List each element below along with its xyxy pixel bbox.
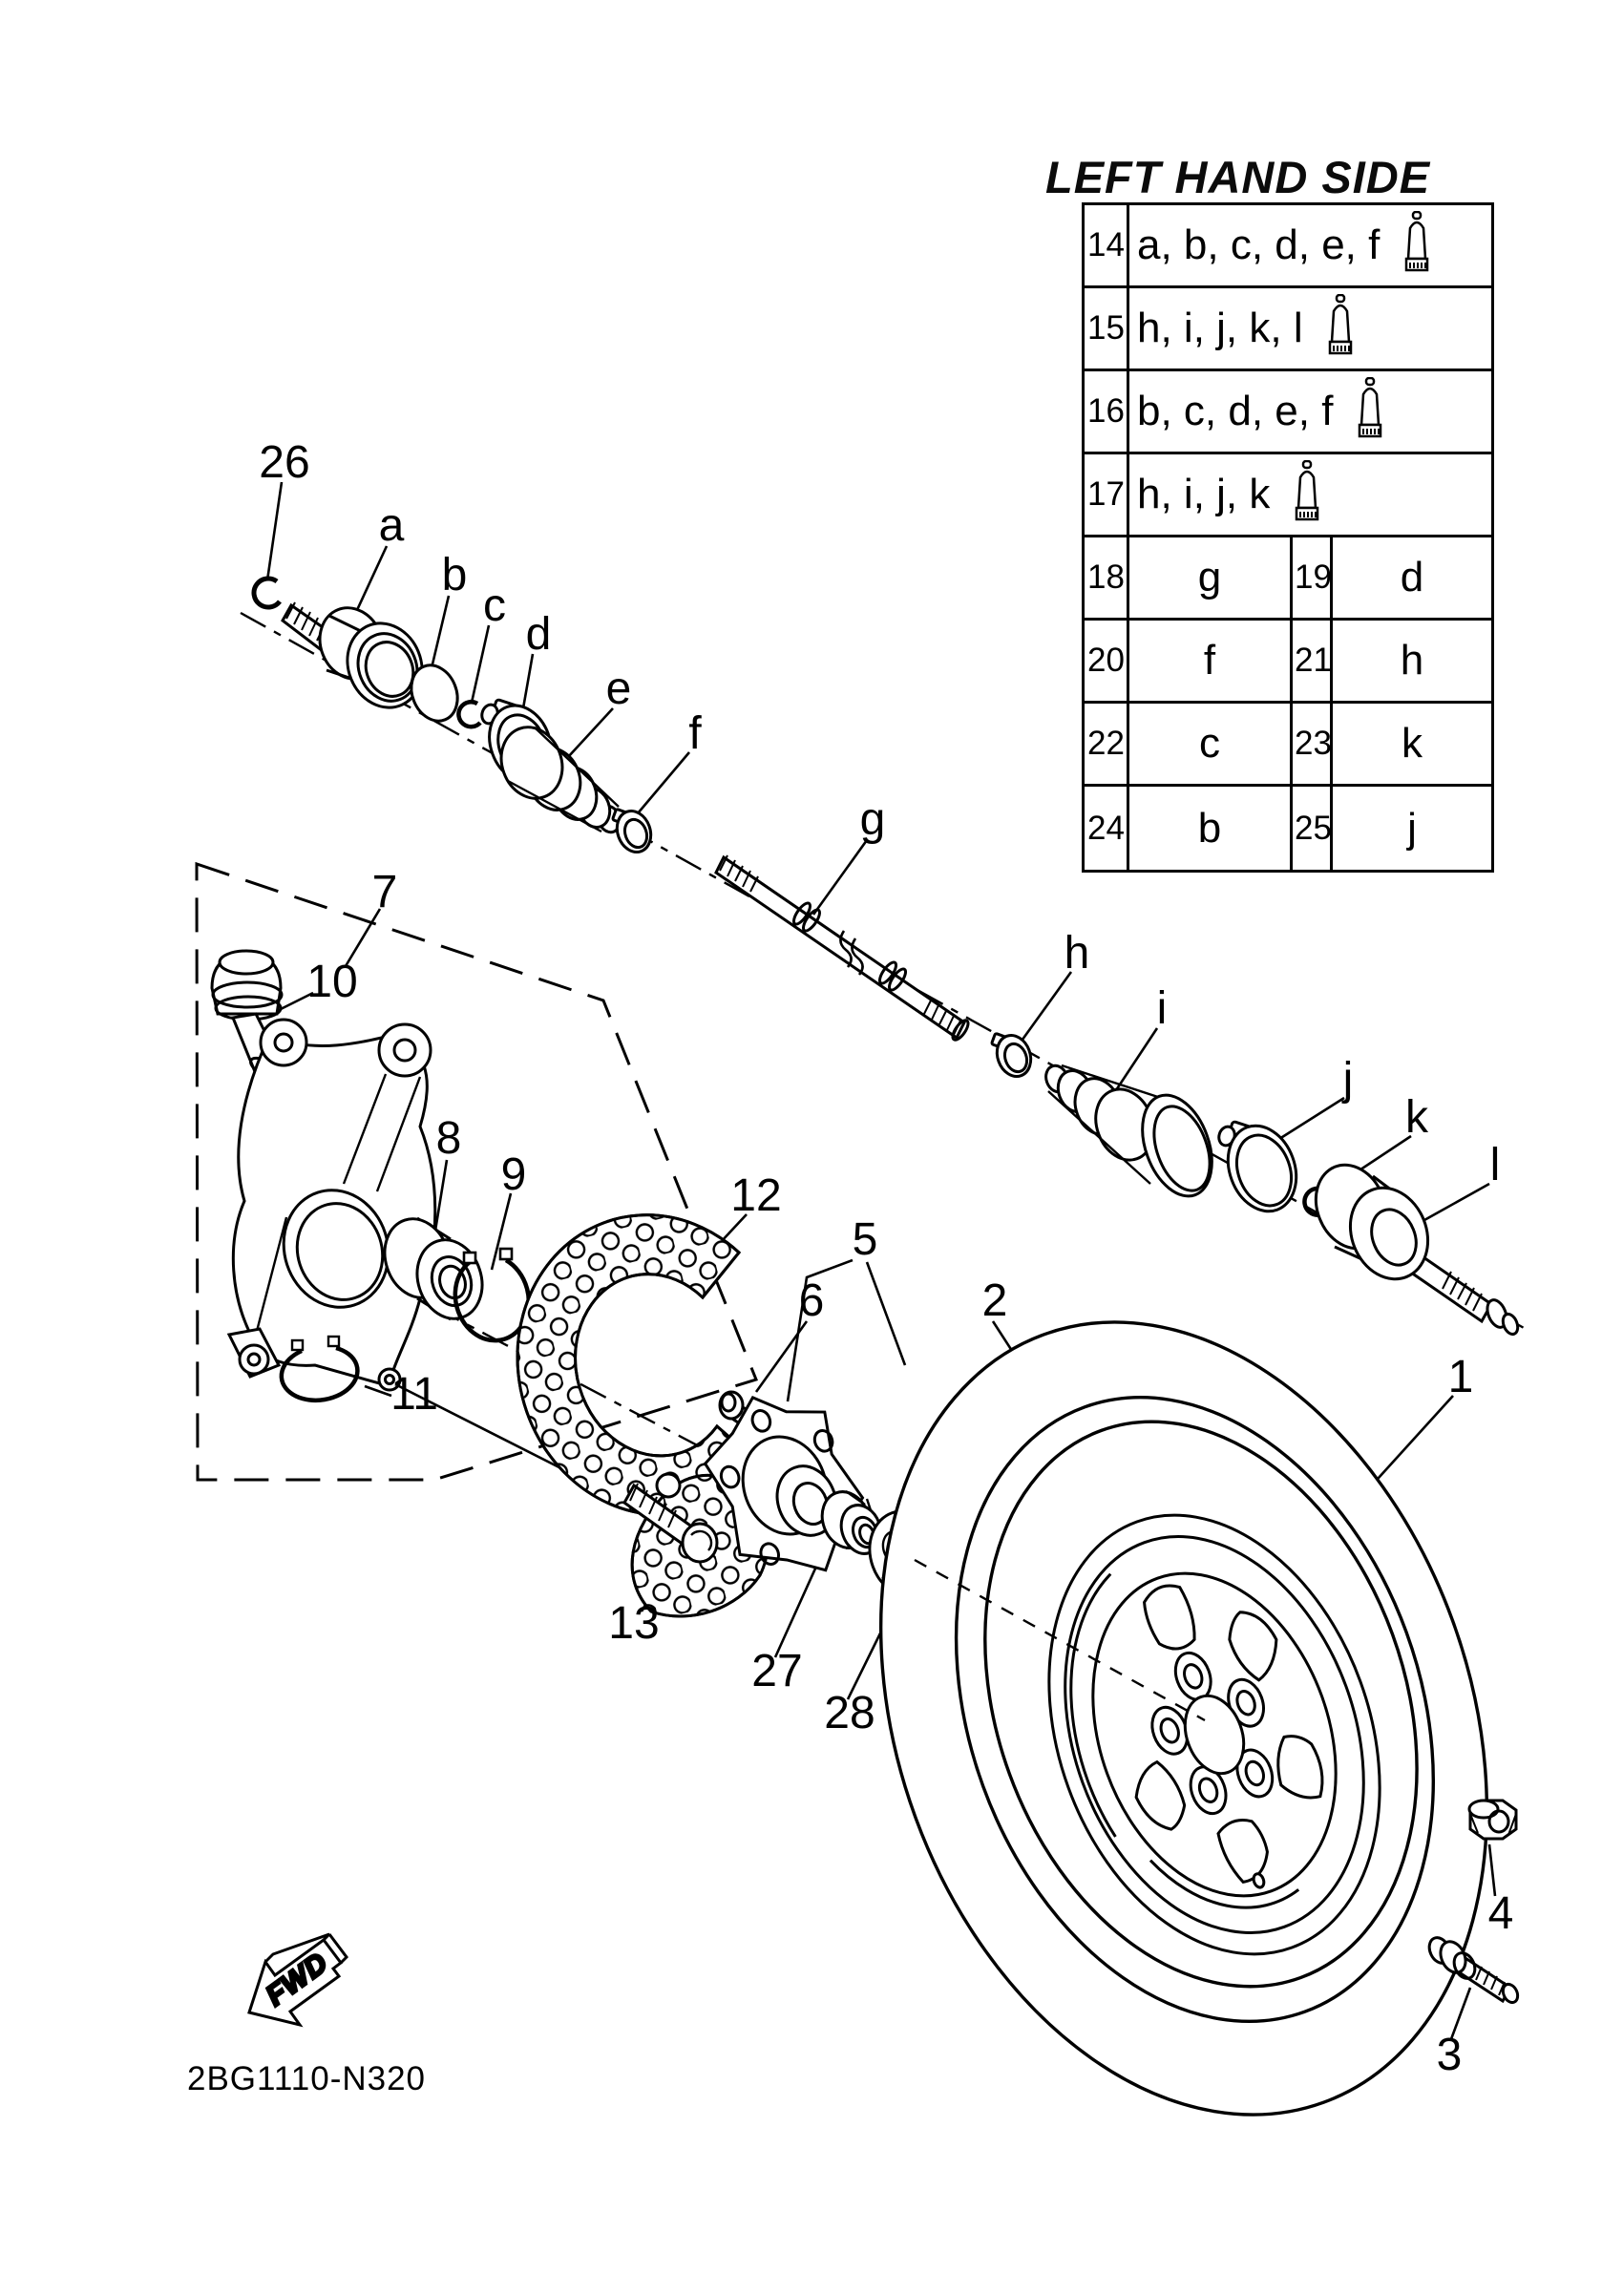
row-number: 15	[1085, 288, 1129, 369]
label-b: b	[441, 550, 468, 600]
label-6: 6	[798, 1275, 825, 1326]
row-number: 16	[1085, 371, 1129, 452]
row-value: h	[1400, 637, 1424, 684]
label-8: 8	[435, 1113, 462, 1164]
label-e: e	[605, 664, 632, 714]
fwd-arrow-icon	[249, 1934, 347, 2025]
row-value: j	[1407, 804, 1417, 852]
fwd-arrow-label: FWD	[260, 1947, 334, 2012]
part-cv-boot-i	[1043, 1063, 1225, 1206]
label-f: f	[688, 708, 702, 759]
part-circlip-c	[458, 702, 480, 727]
label-10: 10	[306, 957, 358, 1007]
label-l: l	[1489, 1140, 1501, 1190]
part-cv-joint-a	[283, 599, 434, 719]
row-value: g	[1197, 554, 1222, 600]
drawing-number: 2BG1110-N320	[187, 2060, 427, 2097]
label-j: j	[1342, 1054, 1354, 1105]
label-7: 7	[371, 867, 398, 917]
row-number: 18	[1085, 537, 1129, 618]
label-k: k	[1405, 1092, 1428, 1143]
part-cv-joint-l	[1304, 1154, 1521, 1337]
part-axle-shaft-g	[716, 855, 971, 1043]
label-28: 28	[824, 1688, 875, 1738]
label-a: a	[378, 500, 405, 551]
row-value: d	[1400, 554, 1424, 600]
label-9: 9	[500, 1149, 527, 1200]
row-number: 19	[1290, 537, 1333, 618]
row-number: 25	[1290, 787, 1333, 870]
row-number: 14	[1085, 205, 1129, 285]
label-13: 13	[608, 1598, 660, 1649]
row-value: f	[1203, 637, 1216, 684]
row-value: b	[1197, 804, 1222, 852]
part-wheel-nut-4	[1469, 1801, 1516, 1839]
label-12: 12	[730, 1170, 782, 1221]
part-snap-ring-26	[254, 579, 280, 607]
part-boot-band-h	[991, 1031, 1036, 1082]
label-i: i	[1156, 983, 1168, 1034]
label-2: 2	[981, 1275, 1008, 1326]
label-27: 27	[751, 1646, 803, 1696]
label-26: 26	[259, 437, 310, 488]
part-boot-band-f	[612, 807, 657, 857]
row-number: 17	[1085, 454, 1129, 535]
row-letters: b, c, d, e, f	[1137, 388, 1334, 434]
label-c: c	[483, 580, 506, 631]
row-number: 21	[1290, 621, 1333, 701]
label-4: 4	[1487, 1888, 1514, 1939]
row-value: k	[1402, 720, 1423, 767]
row-number: 20	[1085, 621, 1129, 701]
part-boot-band-j	[1216, 1116, 1307, 1221]
label-11: 11	[390, 1369, 438, 1420]
label-h: h	[1064, 928, 1090, 979]
row-letters: h, i, j, k, l	[1137, 305, 1303, 351]
row-number: 23	[1290, 704, 1333, 784]
row-value: c	[1199, 720, 1220, 767]
page-title: LEFT HAND SIDE	[1045, 152, 1431, 202]
label-d: d	[525, 609, 552, 660]
label-g: g	[859, 794, 886, 845]
label-1: 1	[1447, 1352, 1474, 1402]
part-steering-knuckle-7	[229, 1020, 435, 1390]
row-number: 24	[1085, 787, 1129, 870]
label-3: 3	[1436, 2030, 1463, 2080]
row-letters: a, b, c, d, e, f	[1137, 221, 1381, 268]
part-cv-boot-e	[492, 719, 623, 835]
row-letters: h, i, j, k	[1137, 471, 1271, 517]
row-number: 22	[1085, 704, 1129, 784]
label-5: 5	[852, 1214, 878, 1265]
